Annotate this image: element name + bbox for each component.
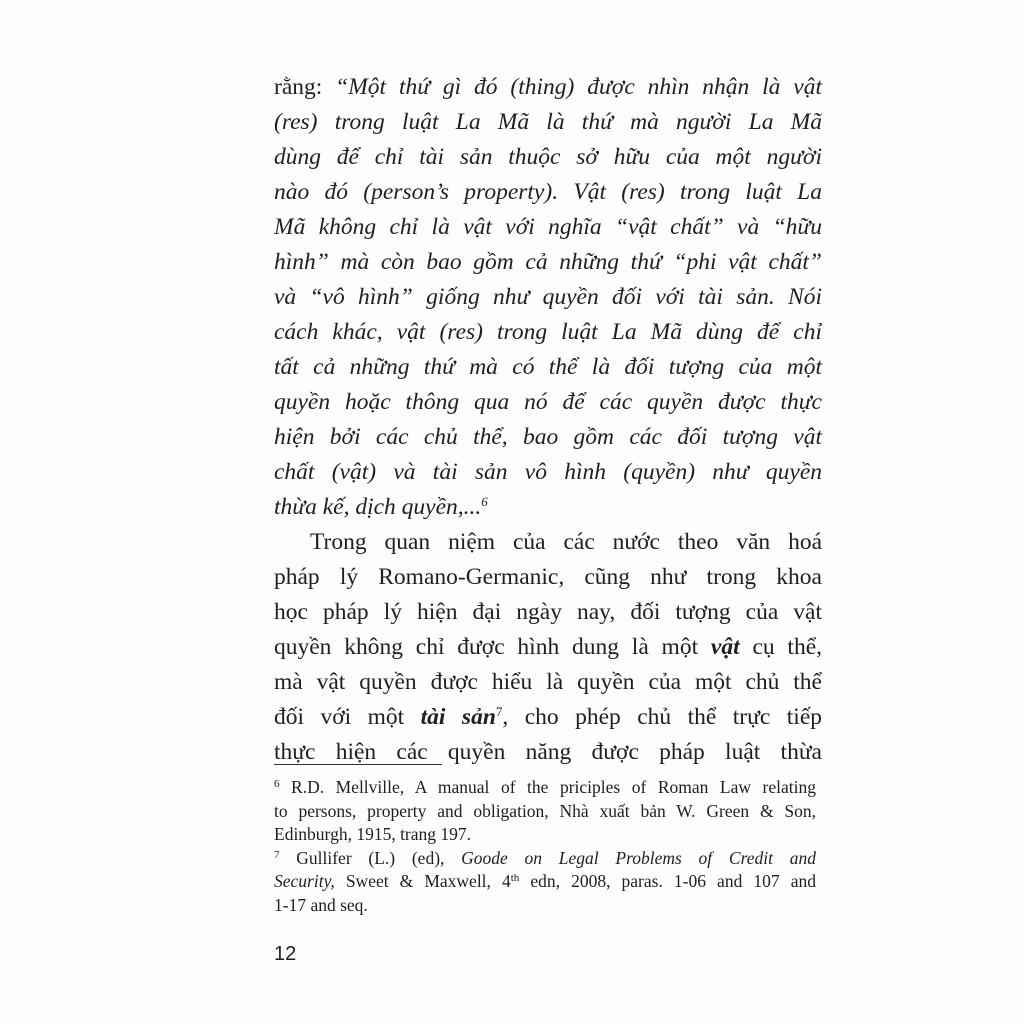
footnote-ref: 7 bbox=[495, 704, 503, 719]
text-line bbox=[274, 700, 822, 735]
text-line: thực hiện các quyền năng được pháp luật thừa bbox=[274, 739, 822, 765]
text-line: chất (vật) và tài sản vô hình (quyền) như quyền bbox=[274, 459, 822, 485]
text-run: đối với một bbox=[274, 704, 421, 730]
text-run: cụ thể, bbox=[739, 634, 823, 660]
text-line: dùng để chỉ tài sản thuộc sở hữu của một người bbox=[274, 144, 822, 170]
footnote-line: to persons, property and obligation, Nhà xuất bản W. Green & Son, bbox=[274, 800, 816, 821]
text-line: nào đó (person’s property). Vật (res) trong luật La bbox=[274, 179, 822, 205]
ordinal-suffix: th bbox=[510, 872, 520, 884]
text-line: Mã không chỉ là vật với nghĩa “vật chất” và “hữu bbox=[274, 214, 822, 240]
text-run: Gullifer (L.) (ed), bbox=[279, 847, 462, 868]
text-run: rằng: bbox=[274, 74, 336, 100]
text-line: cách khác, vật (res) trong luật La Mã dùng để chỉ bbox=[274, 319, 822, 345]
footnote-line bbox=[274, 847, 816, 871]
emphasis-text: tài sản bbox=[420, 704, 496, 730]
footnote-line: 1-17 and seq. bbox=[274, 894, 368, 915]
text-run: R.D. Mellville, A manual of the priciples of Roman Law relating bbox=[279, 777, 816, 797]
footnote-number: 7 bbox=[274, 848, 280, 861]
text-run: , cho phép chủ thể trực tiếp bbox=[502, 704, 822, 730]
text-line bbox=[274, 630, 822, 665]
body-text bbox=[274, 70, 822, 770]
text-run: Sweet & Maxwell, 4 bbox=[334, 871, 511, 891]
footnote-line bbox=[274, 870, 816, 894]
text-line: học pháp lý hiện đại ngày nay, đối tượng của vật bbox=[274, 599, 822, 625]
text-run: quyền không chỉ được hình dung là một bbox=[274, 634, 711, 660]
footnote-line bbox=[274, 776, 816, 800]
text-line: pháp lý Romano-Germanic, cũng như trong khoa bbox=[274, 564, 822, 590]
text-line: Trong quan niệm của các nước theo văn hoá bbox=[310, 529, 822, 555]
text-line: quyền hoặc thông qua nó để các quyền được thực bbox=[274, 389, 822, 415]
footnote-number: 6 bbox=[274, 778, 280, 790]
text-line: mà vật quyền được hiểu là quyền của một chủ thể bbox=[274, 669, 822, 695]
footnote-line: Edinburgh, 1915, trang 197. bbox=[274, 824, 472, 844]
quote-text: “Một thứ gì đó (thing) được nhìn nhận là vật bbox=[335, 74, 822, 100]
text-line: (res) trong luật La Mã là thứ mà người La Mã bbox=[274, 109, 822, 135]
text-run: thừa kế, dịch quyền,... bbox=[274, 494, 482, 520]
footnote-ref: 6 bbox=[481, 494, 488, 509]
text-line: và “vô hình” giống như quyền đối với tài sản. Nói bbox=[274, 284, 822, 310]
book-title: Security, bbox=[274, 871, 335, 891]
text-line: hiện bởi các chủ thể, bao gồm các đối tượng vật bbox=[274, 424, 822, 450]
footnote-divider bbox=[274, 764, 442, 765]
text-line: hình” mà còn bao gồm cả những thứ “phi vật chất” bbox=[274, 249, 822, 275]
emphasis-text: vật bbox=[710, 634, 740, 660]
page-number: 12 bbox=[274, 943, 297, 965]
text-line bbox=[274, 490, 822, 525]
text-run: edn, 2008, paras. 1-06 and 107 and bbox=[519, 871, 816, 891]
book-title: Goode on Legal Problems of Credit and bbox=[461, 847, 816, 868]
text-line: tất cả những thứ mà có thể là đối tượng của một bbox=[274, 354, 822, 380]
text-line bbox=[274, 70, 822, 105]
footnotes bbox=[274, 776, 816, 917]
